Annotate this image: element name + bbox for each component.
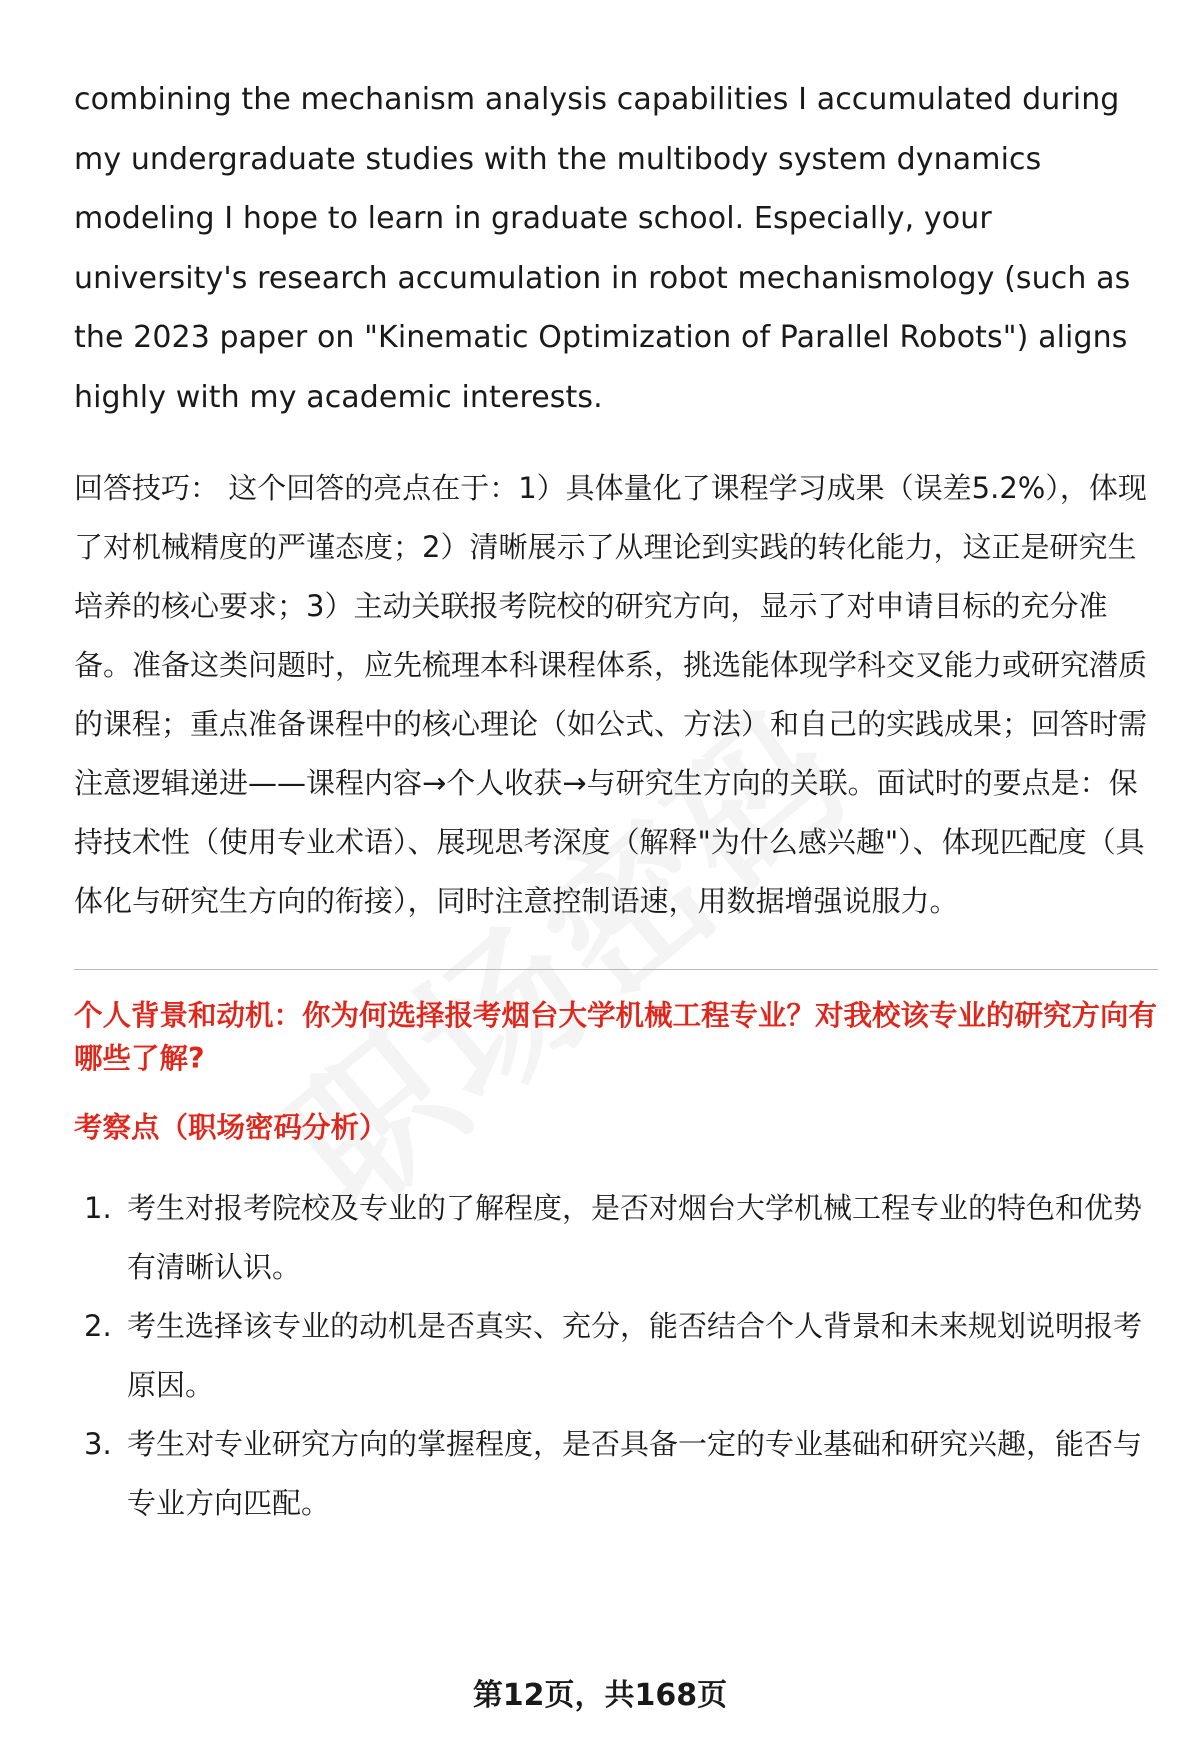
question-heading: 个人背景和动机：你为何选择报考烟台大学机械工程专业？对我校该专业的研究方向有哪些了解?: [74, 999, 1158, 1075]
list-item-number: 2.: [84, 1309, 112, 1343]
list-item: [74, 1179, 1158, 1297]
body-paragraph-en: combining the mechanism analysis capabilities I accumulated during my undergraduate studies with the multibody system dynamics modeling I hope to learn in graduate school. Especially, your university's research accumulation in robot mechanismology (such as the 2023 paper on "Kinematic Optimization of Parallel Robots") aligns highly with my academic interests.: [74, 82, 1131, 415]
section-divider: [74, 969, 1158, 970]
list-item-number: 3.: [84, 1427, 112, 1461]
list-item-text: 考生选择该专业的动机是否真实、充分，能否结合个人背景和未来规划说明报考原因。: [127, 1309, 1143, 1402]
list-item: [74, 1297, 1158, 1415]
page-footer: 第12页，共168页: [472, 1678, 728, 1713]
assessment-points-heading: 考察点（职场密码分析）: [74, 1111, 388, 1144]
list-item: [74, 1415, 1158, 1533]
list-item-number: 1.: [84, 1191, 112, 1225]
list-item-text: 考生对专业研究方向的掌握程度，是否具备一定的专业基础和研究兴趣，能否与专业方向匹配。: [127, 1427, 1143, 1520]
list-item-text: 考生对报考院校及专业的了解程度，是否对烟台大学机械工程专业的特色和优势有清晰认识。: [127, 1191, 1143, 1284]
document-page: [74, 70, 1158, 1533]
answer-tips-paragraph: 回答技巧： 这个回答的亮点在于：1）具体量化了课程学习成果（误差5.2%），体现了对机械精度的严谨态度；2）清晰展示了从理论到实践的转化能力，这正是研究生培养的核心要求；3）主动关联报考院校的研究方向，显示了对申请目标的充分准备。准备这类问题时，应先梳理本科课程体系，挑选能体现学科交叉能力或研究潜质的课程；重点准备课程中的核心理论（如公式、方法）和自己的实践成果；回答时需注意逻辑递进——课程内容→个人收获→与研究生方向的关联。面试时的要点是：保持技术性（使用专业术语）、展现思考深度（解释"为什么感兴趣"）、体现匹配度（具体化与研究生方向的衔接），同时注意控制语速，用数据增强说服力。: [74, 471, 1148, 918]
assessment-points-list: [74, 1179, 1158, 1533]
